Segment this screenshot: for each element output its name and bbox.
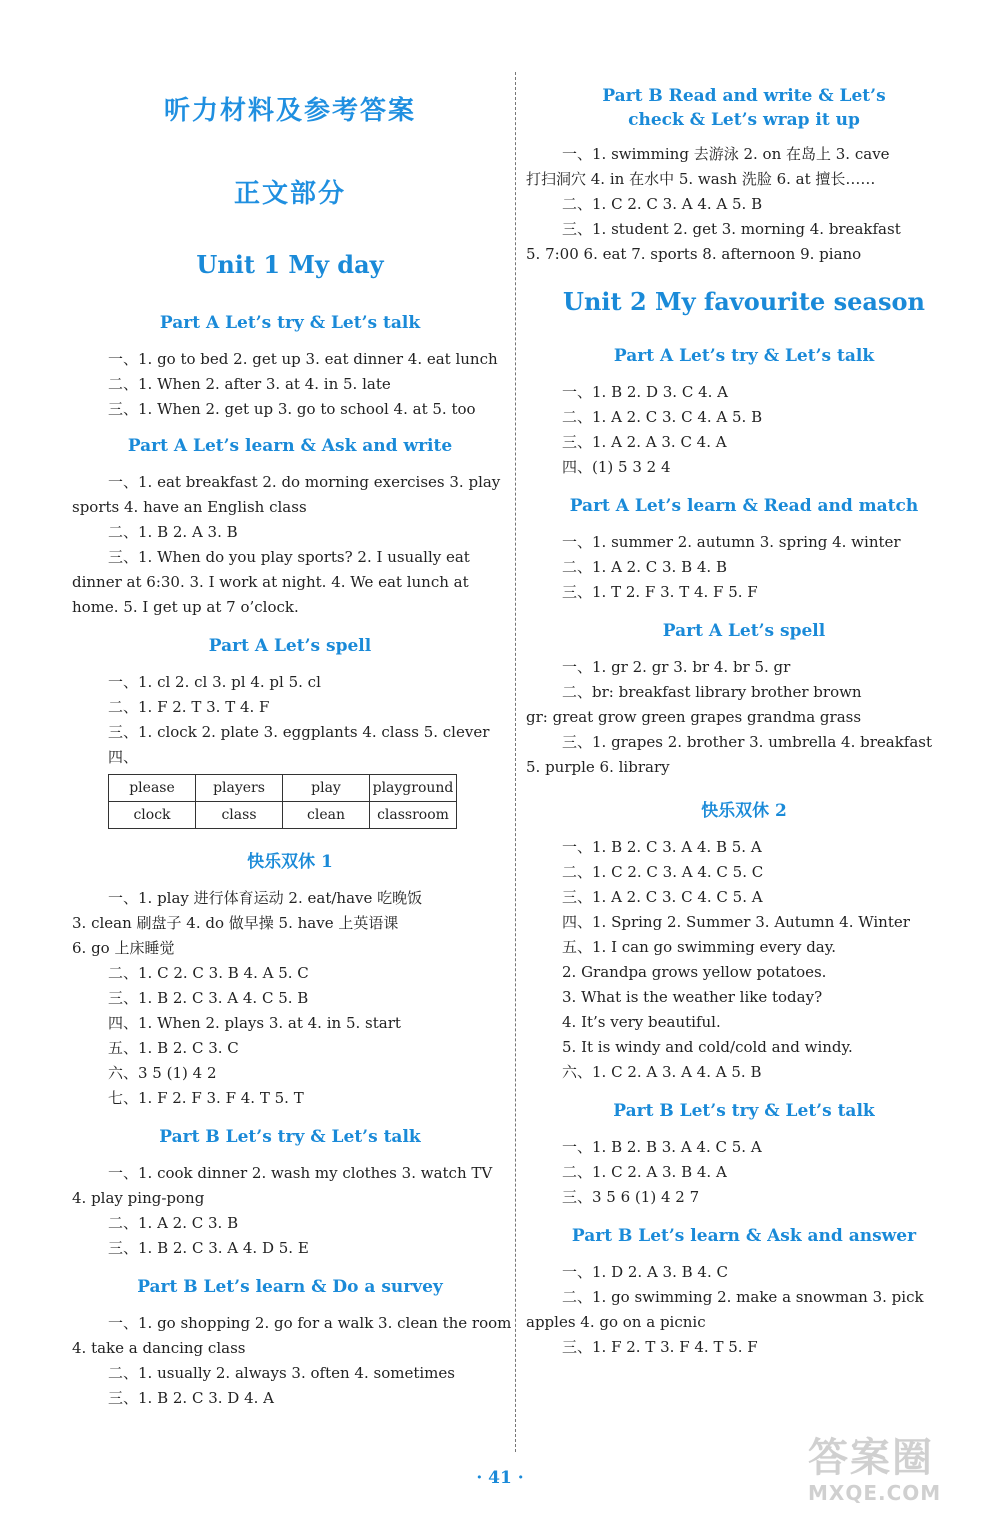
answer-line: 一、1. gr 2. gr 3. br 4. br 5. gr xyxy=(562,658,791,676)
part-heading: Part B Let’s learn & Do a survey xyxy=(137,1277,443,1297)
answer-line: 三、1. When 2. get up 3. go to school 4. at 5. too xyxy=(108,400,476,418)
answer-line: 二、br: breakfast library brother brown xyxy=(562,683,862,701)
column-divider xyxy=(515,72,517,1452)
answer-line: 二、1. A 2. C 3. C 4. A 5. B xyxy=(562,408,763,426)
part-heading-cont: check & Let’s wrap it up xyxy=(628,110,860,130)
answer-line: 一、1. go to bed 2. get up 3. eat dinner 4. eat lunch xyxy=(108,350,498,368)
answer-line: 3. clean 刷盘子 4. do 做早操 5. have 上英语课 xyxy=(72,914,399,932)
part-heading: Part B Let’s try & Let’s talk xyxy=(159,1127,421,1147)
answer-line: 二、1. C 2. C 3. A 4. C 5. C xyxy=(562,863,764,881)
answer-line: 一、1. cl 2. cl 3. pl 4. pl 5. cl xyxy=(108,673,321,691)
page-number: · 41 · xyxy=(476,1468,524,1488)
part-heading: Part A Let’s spell xyxy=(208,636,372,656)
answer-line: 一、1. D 2. A 3. B 4. C xyxy=(562,1263,728,1281)
answer-line: 二、1. B 2. A 3. B xyxy=(108,523,238,541)
answer-line: 三、1. clock 2. plate 3. eggplants 4. class 5. clever xyxy=(108,723,490,741)
answer-line: 一、1. cook dinner 2. wash my clothes 3. watch TV xyxy=(108,1164,493,1182)
answer-line: 打扫洞穴 4. in 在水中 5. wash 洗脸 6. at 擅长…… xyxy=(526,170,876,188)
table-cell: play xyxy=(283,775,370,802)
answer-line: 3. What is the weather like today? xyxy=(562,988,823,1006)
answer-line: 4. It’s very beautiful. xyxy=(562,1013,721,1031)
watermark-url: MXQE.COM xyxy=(808,1481,942,1505)
answer-line: 三、1. grapes 2. brother 3. umbrella 4. breakfast xyxy=(562,733,933,751)
part-heading: Part B Read and write & Let’s xyxy=(602,86,886,106)
answer-line: 三、1. B 2. C 3. A 4. D 5. E xyxy=(108,1239,309,1257)
answer-line: home. 5. I get up at 7 o’clock. xyxy=(72,598,299,616)
answer-line: 六、1. C 2. A 3. A 4. A 5. B xyxy=(562,1063,762,1081)
part-heading: 快乐双休 1 xyxy=(247,852,333,872)
unit2-heading: Unit 2 My favourite season xyxy=(563,287,925,316)
answer-line: 一、1. swimming 去游泳 2. on 在岛上 3. cave xyxy=(562,145,890,163)
answer-line: gr: great grow green grapes grandma grass xyxy=(526,708,862,726)
watermark-text: 答案圈 xyxy=(808,1435,934,1481)
answer-line: 一、1. summer 2. autumn 3. spring 4. winter xyxy=(562,533,901,551)
answer-line: 三、1. student 2. get 3. morning 4. breakfast xyxy=(562,220,901,238)
answer-line: 三、1. A 2. A 3. C 4. A xyxy=(562,433,727,451)
answer-line: 二、1. A 2. C 3. B 4. B xyxy=(562,558,727,576)
answer-line: 一、1. B 2. C 3. A 4. B 5. A xyxy=(562,838,762,856)
answer-line: 三、1. T 2. F 3. T 4. F 5. F xyxy=(562,583,758,601)
page-title: 听力材料及参考答案 xyxy=(163,96,416,126)
spell-table xyxy=(108,774,457,829)
part-heading: Part A Let’s try & Let’s talk xyxy=(613,346,875,366)
answer-line: 5. It is windy and cold/cold and windy. xyxy=(562,1038,853,1056)
part-heading: Part B Let’s try & Let’s talk xyxy=(613,1101,875,1121)
section-title: 正文部分 xyxy=(233,179,346,209)
answer-line: 一、1. B 2. B 3. A 4. C 5. A xyxy=(562,1138,762,1156)
table-cell: playground xyxy=(370,775,457,802)
left-column xyxy=(72,60,512,1411)
table-row xyxy=(109,775,457,802)
answer-line: 一、1. play 进行体育运动 2. eat/have 吃晚饭 xyxy=(108,889,423,907)
answer-line: sports 4. have an English class xyxy=(72,498,307,516)
part-heading: Part A Let’s spell xyxy=(662,621,826,641)
part-heading: 快乐双休 2 xyxy=(701,801,787,821)
answer-line: 三、1. B 2. C 3. A 4. C 5. B xyxy=(108,989,309,1007)
table-cell: clock xyxy=(109,802,196,829)
table-cell: please xyxy=(109,775,196,802)
right-column xyxy=(526,60,962,1360)
answer-line: 四、1. When 2. plays 3. at 4. in 5. start xyxy=(108,1014,401,1032)
answer-line: 5. 7:00 6. eat 7. sports 8. afternoon 9. piano xyxy=(526,245,862,263)
answer-line: 三、3 5 6 (1) 4 2 7 xyxy=(562,1188,700,1206)
unit1-heading: Unit 1 My day xyxy=(196,250,384,279)
part-heading: Part B Let’s learn & Ask and answer xyxy=(571,1226,917,1246)
answer-line: 五、1. B 2. C 3. C xyxy=(108,1039,239,1057)
answer-line: 4. play ping-pong xyxy=(72,1189,205,1207)
answer-line: 三、1. B 2. C 3. D 4. A xyxy=(108,1389,274,1407)
answer-line: 七、1. F 2. F 3. F 4. T 5. T xyxy=(108,1089,304,1107)
answer-line: 一、1. go shopping 2. go for a walk 3. clean the room xyxy=(108,1314,512,1332)
answer-line: 二、1. When 2. after 3. at 4. in 5. late xyxy=(108,375,391,393)
answer-line: 二、1. F 2. T 3. T 4. F xyxy=(108,698,270,716)
answer-line: apples 4. go on a picnic xyxy=(526,1313,706,1331)
answer-line: 一、1. B 2. D 3. C 4. A xyxy=(562,383,728,401)
answer-line: 6. go 上床睡觉 xyxy=(72,939,175,957)
answer-line: 四、 xyxy=(108,748,139,766)
part-heading: Part A Let’s learn & Ask and write xyxy=(127,436,453,456)
answer-line: 六、3 5 (1) 4 2 xyxy=(108,1064,217,1082)
table-cell: class xyxy=(196,802,283,829)
answer-line: 二、1. usually 2. always 3. often 4. sometimes xyxy=(108,1364,455,1382)
watermark-logo xyxy=(808,1426,983,1508)
table-cell: classroom xyxy=(370,802,457,829)
answer-line: 二、1. C 2. A 3. B 4. A xyxy=(562,1163,727,1181)
answer-line: 三、1. F 2. T 3. F 4. T 5. F xyxy=(562,1338,758,1356)
answer-line: 二、1. A 2. C 3. B xyxy=(108,1214,239,1232)
table-row xyxy=(109,802,457,829)
answer-line: 四、1. Spring 2. Summer 3. Autumn 4. Winter xyxy=(562,913,910,931)
answer-line: dinner at 6:30. 3. I work at night. 4. We eat lunch at xyxy=(72,573,469,591)
answer-line: 四、(1) 5 3 2 4 xyxy=(562,458,671,476)
answer-line: 二、1. C 2. C 3. A 4. A 5. B xyxy=(562,195,763,213)
table-cell: players xyxy=(196,775,283,802)
answer-line: 三、1. When do you play sports? 2. I usually eat xyxy=(108,548,470,566)
part-heading: Part A Let’s try & Let’s talk xyxy=(159,313,421,333)
answer-line: 二、1. go swimming 2. make a snowman 3. pick xyxy=(562,1288,924,1306)
answer-line: 二、1. C 2. C 3. B 4. A 5. C xyxy=(108,964,309,982)
table-cell: clean xyxy=(283,802,370,829)
answer-line: 三、1. A 2. C 3. C 4. C 5. A xyxy=(562,888,763,906)
answer-line: 五、1. I can go swimming every day. xyxy=(562,938,836,956)
part-heading: Part A Let’s learn & Read and match xyxy=(569,496,919,516)
answer-line: 2. Grandpa grows yellow potatoes. xyxy=(562,963,827,981)
answer-line: 一、1. eat breakfast 2. do morning exercises 3. play xyxy=(108,473,501,491)
answer-line: 5. purple 6. library xyxy=(526,758,670,776)
answer-line: 4. take a dancing class xyxy=(72,1339,246,1357)
